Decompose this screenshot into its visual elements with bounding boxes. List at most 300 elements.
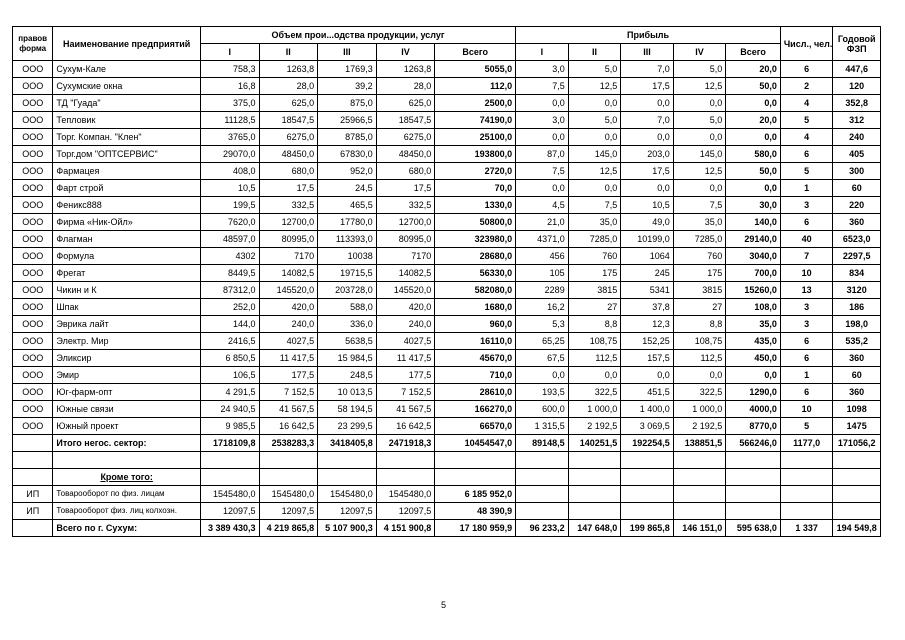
profit-quarter-cell: 35,0 [673,214,726,231]
company-name-cell: Шпак [53,299,201,316]
profit-quarter-cell: 3 069,5 [621,418,674,435]
extra-name: Товарооборот по физ. лицам [53,486,201,503]
table-row [13,265,881,282]
profit-quarter-cell: 1 315,5 [516,418,569,435]
profit-quarter-cell: 17,5 [621,163,674,180]
spacer-row [13,452,881,469]
profit-quarter-cell: 7,0 [621,61,674,78]
staff-cell: 7 [780,248,833,265]
volume-total-cell: 1330,0 [435,197,516,214]
volume-quarter-cell: 177,5 [376,367,435,384]
volume-quarter-cell: 6275,0 [259,129,318,146]
profit-quarter-cell: 10199,0 [621,231,674,248]
profit-quarter-cell: 0,0 [516,180,569,197]
extra-v1: 1545480,0 [200,486,259,503]
staff-cell: 3 [780,299,833,316]
profit-total-cell: 35,0 [726,316,781,333]
staff-cell: 2 [780,78,833,95]
profit-total-cell: 140,0 [726,214,781,231]
total-nongov-vtotal: 10454547,0 [435,435,516,452]
profit-quarter-cell: 3,0 [516,112,569,129]
legal-form-cell: ООО [13,61,53,78]
volume-quarter-cell: 28,0 [376,78,435,95]
legal-form-cell: ООО [13,299,53,316]
company-name-cell: ТД "Гуада" [53,95,201,112]
legal-form-cell: ООО [13,197,53,214]
legal-form-cell: ООО [13,214,53,231]
profit-total-cell: 0,0 [726,180,781,197]
profit-quarter-cell: 8,8 [673,316,726,333]
company-name-cell: Фирма «Ник-Ойл» [53,214,201,231]
grand-total-v3: 5 107 900,3 [318,520,377,537]
header-volume: Объем прои...одства продукции, услуг [200,27,515,44]
company-name-cell: Тепловик [53,112,201,129]
extra-row [13,503,881,520]
volume-quarter-cell: 332,5 [376,197,435,214]
volume-total-cell: 582080,0 [435,282,516,299]
staff-cell: 3 [780,316,833,333]
fzp-cell: 405 [833,146,881,163]
table-header [13,27,881,61]
company-name-cell: Сухумские окна [53,78,201,95]
volume-quarter-cell: 16,8 [200,78,259,95]
profit-total-cell: 50,0 [726,163,781,180]
total-nongov-p2: 140251,5 [568,435,621,452]
fzp-cell: 3120 [833,282,881,299]
profit-quarter-cell: 0,0 [673,95,726,112]
fzp-cell: 312 [833,112,881,129]
profit-total-cell: 15260,0 [726,282,781,299]
profit-total-cell: 30,0 [726,197,781,214]
volume-quarter-cell: 5638,5 [318,333,377,350]
profit-quarter-cell: 5,3 [516,316,569,333]
company-name-cell: Южные связи [53,401,201,418]
table-row [13,163,881,180]
volume-quarter-cell: 16 642,5 [376,418,435,435]
table-row [13,61,881,78]
volume-total-cell: 5055,0 [435,61,516,78]
profit-quarter-cell: 108,75 [673,333,726,350]
legal-form-cell: ООО [13,333,53,350]
extra-v3: 1545480,0 [318,486,377,503]
profit-total-cell: 20,0 [726,61,781,78]
profit-quarter-cell: 3815 [568,282,621,299]
profit-quarter-cell: 1 000,0 [673,401,726,418]
volume-quarter-cell: 17780,0 [318,214,377,231]
total-nongov-p1: 89148,5 [516,435,569,452]
volume-quarter-cell: 29070,0 [200,146,259,163]
table-row [13,78,881,95]
volume-quarter-cell: 15 984,5 [318,350,377,367]
staff-cell: 6 [780,146,833,163]
volume-quarter-cell: 420,0 [376,299,435,316]
volume-quarter-cell: 14082,5 [376,265,435,282]
grand-total-row [13,520,881,537]
profit-quarter-cell: 4,5 [516,197,569,214]
volume-quarter-cell: 48450,0 [376,146,435,163]
fzp-cell: 360 [833,350,881,367]
fzp-cell: 535,2 [833,333,881,350]
volume-quarter-cell: 87312,0 [200,282,259,299]
profit-quarter-cell: 322,5 [568,384,621,401]
company-name-cell: Торг. Компан. "Клен" [53,129,201,146]
legal-form-cell: ООО [13,248,53,265]
total-nongov-v4: 2471918,3 [376,435,435,452]
volume-quarter-cell: 25966,5 [318,112,377,129]
extra-vtotal: 6 185 952,0 [435,486,516,503]
volume-total-cell: 28680,0 [435,248,516,265]
table-row [13,248,881,265]
profit-total-cell: 580,0 [726,146,781,163]
profit-quarter-cell: 0,0 [673,129,726,146]
grand-total-staff: 1 337 [780,520,833,537]
company-name-cell: Торг.дом "ОПТСЕРВИС" [53,146,201,163]
table-row [13,146,881,163]
volume-quarter-cell: 14082,5 [259,265,318,282]
volume-quarter-cell: 80995,0 [259,231,318,248]
profit-quarter-cell: 5,0 [568,61,621,78]
extra-row [13,486,881,503]
volume-quarter-cell: 240,0 [259,316,318,333]
total-nongov-p3: 192254,5 [621,435,674,452]
besides-row [13,469,881,486]
profit-quarter-cell: 245 [621,265,674,282]
volume-quarter-cell: 11 417,5 [376,350,435,367]
legal-form-cell: ООО [13,418,53,435]
profit-total-cell: 450,0 [726,350,781,367]
legal-form-cell: ООО [13,367,53,384]
profit-quarter-cell: 37,8 [621,299,674,316]
volume-total-cell: 193800,0 [435,146,516,163]
table-row [13,231,881,248]
table-row [13,95,881,112]
company-name-cell: Формула [53,248,201,265]
legal-form-cell: ООО [13,146,53,163]
profit-quarter-cell: 12,5 [673,78,726,95]
fzp-cell: 198,0 [833,316,881,333]
profit-quarter-cell: 5,0 [568,112,621,129]
extra-v4: 1545480,0 [376,486,435,503]
legal-form-cell: ООО [13,265,53,282]
staff-cell: 4 [780,129,833,146]
table-row [13,350,881,367]
volume-quarter-cell: 11128,5 [200,112,259,129]
profit-quarter-cell: 2 192,5 [673,418,726,435]
total-nongov-v3: 3418405,8 [318,435,377,452]
volume-quarter-cell: 375,0 [200,95,259,112]
volume-quarter-cell: 680,0 [259,163,318,180]
header-v-total: Всего [435,44,516,61]
staff-cell: 5 [780,418,833,435]
profit-quarter-cell: 49,0 [621,214,674,231]
header-p-q3: III [621,44,674,61]
fzp-cell: 60 [833,180,881,197]
header-p-q4: IV [673,44,726,61]
header-form: правов форма [13,27,53,61]
profit-quarter-cell: 27 [568,299,621,316]
legal-form-cell: ООО [13,282,53,299]
volume-quarter-cell: 41 567,5 [376,401,435,418]
volume-quarter-cell: 408,0 [200,163,259,180]
profit-quarter-cell: 3,0 [516,61,569,78]
profit-quarter-cell: 157,5 [621,350,674,367]
profit-quarter-cell: 0,0 [516,129,569,146]
volume-quarter-cell: 113393,0 [318,231,377,248]
fzp-cell: 220 [833,197,881,214]
volume-quarter-cell: 24,5 [318,180,377,197]
profit-quarter-cell: 21,0 [516,214,569,231]
profit-quarter-cell: 17,5 [621,78,674,95]
grand-total-fzp: 194 549,8 [833,520,881,537]
volume-quarter-cell: 67830,0 [318,146,377,163]
volume-quarter-cell: 177,5 [259,367,318,384]
extra-vtotal: 48 390,9 [435,503,516,520]
extra-v3: 12097,5 [318,503,377,520]
volume-quarter-cell: 9 985,5 [200,418,259,435]
volume-total-cell: 16110,0 [435,333,516,350]
volume-total-cell: 1680,0 [435,299,516,316]
legal-form-cell: ООО [13,350,53,367]
fzp-cell: 2297,5 [833,248,881,265]
volume-quarter-cell: 252,0 [200,299,259,316]
fzp-cell: 352,8 [833,95,881,112]
volume-quarter-cell: 48597,0 [200,231,259,248]
volume-quarter-cell: 7 152,5 [259,384,318,401]
volume-quarter-cell: 465,5 [318,197,377,214]
profit-quarter-cell: 0,0 [621,95,674,112]
legal-form-cell: ООО [13,180,53,197]
profit-quarter-cell: 0,0 [673,367,726,384]
volume-quarter-cell: 39,2 [318,78,377,95]
company-name-cell: Чикин и К [53,282,201,299]
volume-quarter-cell: 758,3 [200,61,259,78]
staff-cell: 40 [780,231,833,248]
legal-form-cell: ООО [13,129,53,146]
profit-total-cell: 108,0 [726,299,781,316]
company-name-cell: Фарт строй [53,180,201,197]
volume-quarter-cell: 588,0 [318,299,377,316]
fzp-cell: 300 [833,163,881,180]
profit-quarter-cell: 16,2 [516,299,569,316]
total-nongov-fzp: 171056,2 [833,435,881,452]
profit-quarter-cell: 5,0 [673,112,726,129]
table-row [13,333,881,350]
profit-quarter-cell: 0,0 [568,95,621,112]
besides-label: Кроме того: [53,469,201,486]
profit-quarter-cell: 65,25 [516,333,569,350]
profit-quarter-cell: 456 [516,248,569,265]
table-row [13,384,881,401]
profit-quarter-cell: 7,5 [516,78,569,95]
staff-cell: 1 [780,180,833,197]
table-row [13,299,881,316]
volume-quarter-cell: 10,5 [200,180,259,197]
profit-quarter-cell: 600,0 [516,401,569,418]
profit-quarter-cell: 112,5 [568,350,621,367]
fzp-cell: 1475 [833,418,881,435]
profit-quarter-cell: 7,0 [621,112,674,129]
volume-quarter-cell: 6 850,5 [200,350,259,367]
profit-quarter-cell: 0,0 [621,129,674,146]
company-name-cell: Сухум-Кале [53,61,201,78]
profit-quarter-cell: 12,5 [568,78,621,95]
company-name-cell: Юг-фарм-опт [53,384,201,401]
table-row [13,282,881,299]
staff-cell: 6 [780,350,833,367]
grand-total-v4: 4 151 900,8 [376,520,435,537]
volume-quarter-cell: 12700,0 [259,214,318,231]
profit-quarter-cell: 152,25 [621,333,674,350]
volume-quarter-cell: 952,0 [318,163,377,180]
company-name-cell: Фармацея [53,163,201,180]
volume-quarter-cell: 1263,8 [376,61,435,78]
table-row [13,401,881,418]
volume-quarter-cell: 145520,0 [259,282,318,299]
profit-quarter-cell: 67,5 [516,350,569,367]
profit-total-cell: 0,0 [726,367,781,384]
staff-cell: 1 [780,367,833,384]
volume-quarter-cell: 332,5 [259,197,318,214]
profit-total-cell: 50,0 [726,78,781,95]
legal-form-cell: ООО [13,316,53,333]
volume-quarter-cell: 23 299,5 [318,418,377,435]
profit-quarter-cell: 451,5 [621,384,674,401]
volume-total-cell: 70,0 [435,180,516,197]
volume-quarter-cell: 8449,5 [200,265,259,282]
header-p-total: Всего [726,44,781,61]
volume-quarter-cell: 12700,0 [376,214,435,231]
profit-quarter-cell: 5341 [621,282,674,299]
profit-quarter-cell: 10,5 [621,197,674,214]
company-name-cell: Флагман [53,231,201,248]
staff-cell: 10 [780,401,833,418]
header-v-q3: III [318,44,377,61]
table-body [13,61,881,435]
profit-total-cell: 29140,0 [726,231,781,248]
profit-quarter-cell: 7285,0 [673,231,726,248]
volume-total-cell: 45670,0 [435,350,516,367]
volume-quarter-cell: 625,0 [259,95,318,112]
profit-quarter-cell: 4371,0 [516,231,569,248]
grand-total-ptotal: 595 638,0 [726,520,781,537]
volume-quarter-cell: 2416,5 [200,333,259,350]
header-p-q2: II [568,44,621,61]
header-v-q1: I [200,44,259,61]
grand-total-v2: 4 219 865,8 [259,520,318,537]
grand-total-p1: 96 233,2 [516,520,569,537]
profit-quarter-cell: 0,0 [673,180,726,197]
volume-quarter-cell: 106,5 [200,367,259,384]
profit-quarter-cell: 175 [673,265,726,282]
header-name: Наименование предприятий [53,27,201,61]
legal-form-cell: ООО [13,78,53,95]
volume-total-cell: 960,0 [435,316,516,333]
volume-quarter-cell: 48450,0 [259,146,318,163]
volume-quarter-cell: 7620,0 [200,214,259,231]
header-profit: Прибыль [516,27,781,44]
profit-quarter-cell: 12,3 [621,316,674,333]
profit-quarter-cell: 0,0 [621,180,674,197]
volume-quarter-cell: 248,5 [318,367,377,384]
staff-cell: 6 [780,333,833,350]
volume-quarter-cell: 875,0 [318,95,377,112]
page-number: 5 [441,600,447,610]
volume-quarter-cell: 7170 [376,248,435,265]
header-fzp: Годовой ФЗП [833,27,881,61]
grand-total-p3: 199 865,8 [621,520,674,537]
volume-quarter-cell: 18547,5 [376,112,435,129]
volume-quarter-cell: 144,0 [200,316,259,333]
table-row [13,129,881,146]
profit-quarter-cell: 112,5 [673,350,726,367]
fzp-cell: 447,6 [833,61,881,78]
legal-form-cell: ООО [13,95,53,112]
grand-total-p2: 147 648,0 [568,520,621,537]
fzp-cell: 120 [833,78,881,95]
volume-quarter-cell: 8785,0 [318,129,377,146]
profit-quarter-cell: 145,0 [568,146,621,163]
table-row [13,112,881,129]
profit-quarter-cell: 7,5 [516,163,569,180]
company-name-cell: Эврика лайт [53,316,201,333]
grand-total-p4: 146 151,0 [673,520,726,537]
profit-total-cell: 20,0 [726,112,781,129]
profit-total-cell: 700,0 [726,265,781,282]
volume-quarter-cell: 420,0 [259,299,318,316]
volume-quarter-cell: 19715,5 [318,265,377,282]
profit-quarter-cell: 105 [516,265,569,282]
total-nongov-staff: 1177,0 [780,435,833,452]
fzp-cell: 240 [833,129,881,146]
volume-quarter-cell: 41 567,5 [259,401,318,418]
table-row [13,367,881,384]
volume-quarter-cell: 199,5 [200,197,259,214]
volume-quarter-cell: 11 417,5 [259,350,318,367]
table-row [13,418,881,435]
profit-quarter-cell: 1064 [621,248,674,265]
profit-total-cell: 3040,0 [726,248,781,265]
extra-form: ИП [13,503,53,520]
total-nongov-v1: 1718109,8 [200,435,259,452]
volume-total-cell: 710,0 [435,367,516,384]
volume-quarter-cell: 3765,0 [200,129,259,146]
volume-quarter-cell: 18547,5 [259,112,318,129]
total-nongov-v2: 2538283,3 [259,435,318,452]
volume-total-cell: 74190,0 [435,112,516,129]
company-name-cell: Эликсир [53,350,201,367]
total-nongov-p4: 138851,5 [673,435,726,452]
profit-quarter-cell: 35,0 [568,214,621,231]
staff-cell: 13 [780,282,833,299]
volume-quarter-cell: 240,0 [376,316,435,333]
profit-quarter-cell: 0,0 [568,180,621,197]
volume-total-cell: 50800,0 [435,214,516,231]
fzp-cell: 60 [833,367,881,384]
header-v-q2: II [259,44,318,61]
company-name-cell: Южный проект [53,418,201,435]
staff-cell: 5 [780,112,833,129]
volume-quarter-cell: 7170 [259,248,318,265]
legal-form-cell: ООО [13,112,53,129]
profit-quarter-cell: 12,5 [568,163,621,180]
profit-quarter-cell: 2289 [516,282,569,299]
profit-quarter-cell: 7,5 [568,197,621,214]
volume-quarter-cell: 4302 [200,248,259,265]
profit-quarter-cell: 108,75 [568,333,621,350]
profit-quarter-cell: 193,5 [516,384,569,401]
company-name-cell: Фрегат [53,265,201,282]
volume-total-cell: 2500,0 [435,95,516,112]
